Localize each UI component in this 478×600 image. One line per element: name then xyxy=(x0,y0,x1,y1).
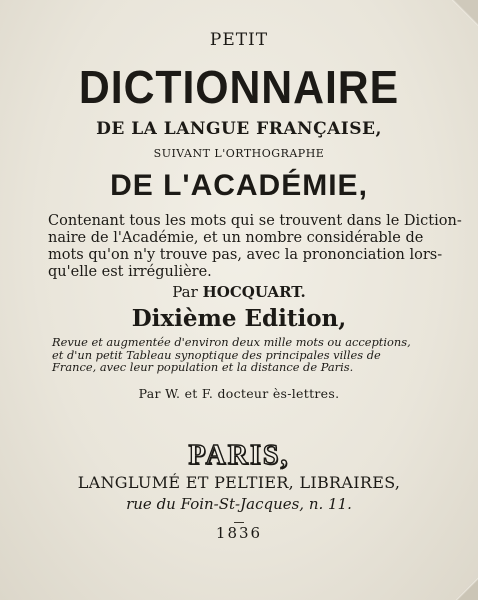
address: rue du Foin-St-Jacques, n. 11. xyxy=(126,495,352,513)
revision-line: et d'un petit Tableau synoptique des principales villes de xyxy=(52,347,381,362)
divider xyxy=(234,522,244,523)
publisher: LANGLUMÉ ET PELTIER, LIBRAIRES, xyxy=(77,473,401,492)
folded-corner-top xyxy=(452,0,478,26)
description-line: qu'elle est irrégulière. xyxy=(48,264,212,280)
reviser-line: Par W. et F. docteur ès-lettres. xyxy=(138,386,340,401)
revision-note xyxy=(52,336,430,374)
description-line: Contenant tous les mots qui se trouvent dans le Diction- xyxy=(48,213,462,229)
revision-line: France, avec leur population et la distance de Paris. xyxy=(52,360,354,374)
edition: Dixième Edition, xyxy=(131,305,347,332)
year: 1836 xyxy=(215,524,263,542)
description-line: naire de l'Académie, et un nombre considérable de xyxy=(48,230,424,246)
subtitle-academie: DE L'ACADÉMIE, xyxy=(110,169,368,202)
description xyxy=(48,213,462,281)
title-petit: PETIT xyxy=(209,30,269,50)
title-dictionnaire: DICTIONNAIRE xyxy=(78,61,400,113)
revision-line: Revue et augmentée d'environ deux mille mots ou acceptions, xyxy=(52,335,411,349)
par-label: Par xyxy=(172,283,198,301)
author-line xyxy=(0,283,478,301)
subtitle-suivant: SUIVANT L'ORTHOGRAPHE xyxy=(153,147,325,160)
city: PARIS, xyxy=(188,440,290,471)
folded-corner-bottom xyxy=(456,578,478,600)
author-name: HOCQUART. xyxy=(202,283,306,301)
subtitle-langue: DE LA LANGUE FRANÇAISE, xyxy=(96,119,382,139)
description-line: mots qu'on n'y trouve pas, avec la prononciation lors- xyxy=(48,247,443,263)
